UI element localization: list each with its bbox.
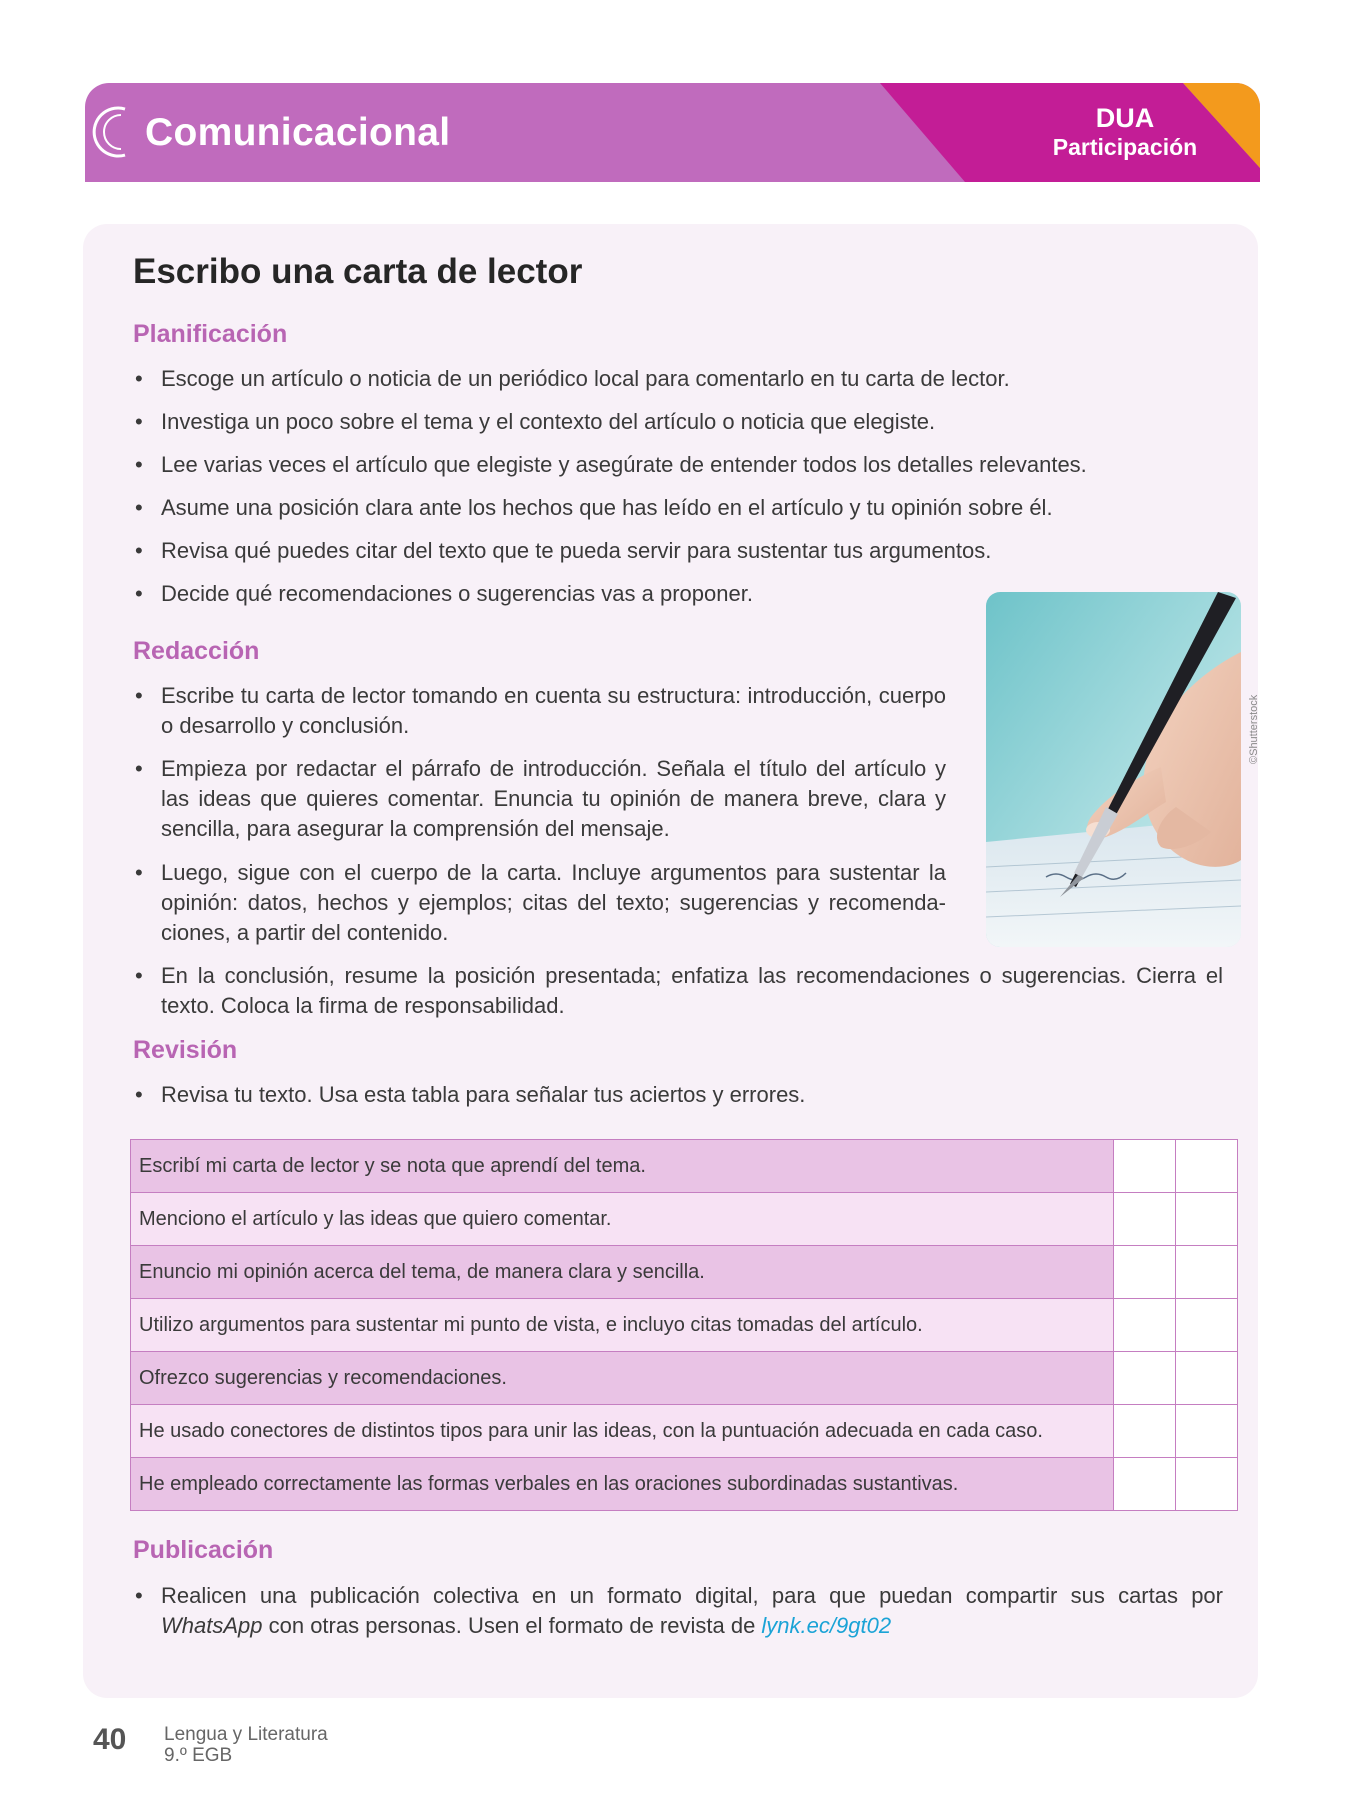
table-row — [131, 1193, 1238, 1246]
check-cell-yes[interactable] — [1114, 1246, 1176, 1299]
check-cell-no[interactable] — [1176, 1299, 1238, 1352]
check-cell-yes[interactable] — [1114, 1405, 1176, 1458]
check-cell-yes[interactable] — [1114, 1193, 1176, 1246]
dua-subtitle: Participación — [1052, 134, 1198, 160]
revision-checklist-table — [130, 1139, 1238, 1511]
list-item-text: Escribe tu carta de lector tomando en cuenta su estructura: introducción, cuerpo o desarrollo y conclusión. — [161, 683, 946, 738]
criterion-cell: Ofrezco sugerencias y recomendaciones. — [131, 1352, 1114, 1405]
heading-publicacion: Publicación — [133, 1536, 274, 1564]
subject-name: Lengua y Literatura — [164, 1724, 328, 1745]
list-item-text: Revisa qué puedes citar del texto que te pueda servir para sustentar tus argumentos. — [161, 538, 992, 563]
list-item-text: Empieza por redactar el párrafo de introducción. Señala el título del artículo y las ideas que quieres comentar. Enuncia tu opinión de manera breve, clara y sencilla, para asegurar la comprensión del mensaje. — [161, 756, 946, 841]
check-cell-no[interactable] — [1176, 1458, 1238, 1511]
check-cell-yes[interactable] — [1114, 1140, 1176, 1193]
list-item-text: Decide qué recomendaciones o sugerencias vas a proponer. — [161, 581, 753, 606]
criterion-cell: He empleado correctamente las formas verbales en las oraciones subordinadas sustantivas. — [131, 1458, 1114, 1511]
list-item: • Escribe tu carta de lector tomando en cuenta su estructura: introducción, cuerpo o desarrollo y conclusión. — [135, 683, 946, 738]
check-cell-yes[interactable] — [1114, 1299, 1176, 1352]
list-item-text: Investiga un poco sobre el tema y el contexto del artículo o noticia que elegiste. — [161, 409, 936, 434]
list-item: • Decide qué recomendaciones o sugerencias vas a proponer. — [135, 581, 753, 606]
table-row — [131, 1246, 1238, 1299]
list-item-text: Escoge un artículo o noticia de un periódico local para comentarlo en tu carta de lector. — [161, 366, 1010, 391]
dua-title: DUA — [1095, 103, 1155, 133]
criterion-cell: Enuncio mi opinión acerca del tema, de manera clara y sencilla. — [131, 1246, 1114, 1299]
section-area-title: Comunicacional — [145, 111, 451, 154]
comunicacional-c-icon — [85, 97, 135, 167]
check-cell-no[interactable] — [1176, 1246, 1238, 1299]
list-item-text: Luego, sigue con el cuerpo de la carta. Incluye argumentos para sustentar la opinión: datos, hechos y ejemplos; citas del texto; sugerencias y recomendaciones, a partir del contenido. — [161, 860, 946, 945]
list-item: • Escoge un artículo o noticia de un periódico local para comentarlo en tu carta de lector. — [135, 366, 1010, 391]
criterion-cell: Menciono el artículo y las ideas que quiero comentar. — [131, 1193, 1114, 1246]
list-item: • Lee varias veces el artículo que elegiste y asegúrate de entender todos los detalles relevantes. — [135, 452, 1087, 477]
list-item: • Empieza por redactar el párrafo de introducción. Señala el título del artículo y las ideas que quieres comentar. Enuncia tu opinión de manera breve, clara y sencilla, para asegurar la comprensión del mensaje. — [135, 756, 946, 841]
list-item-text: Realicen una publicación colectiva en un formato digital, para que puedan compartir sus cartas por — [161, 1583, 1223, 1608]
list-item-text: Asume una posición clara ante los hechos que has leído en el artículo y tu opinión sobre él. — [161, 495, 1053, 520]
dua-badge — [1025, 103, 1225, 161]
check-cell-no[interactable] — [1176, 1140, 1238, 1193]
list-item-text: Revisa tu texto. Usa esta tabla para señalar tus aciertos y errores. — [161, 1082, 806, 1107]
table-row — [131, 1405, 1238, 1458]
resource-link[interactable]: lynk.ec/9gt02 — [761, 1613, 892, 1638]
check-cell-yes[interactable] — [1114, 1458, 1176, 1511]
list-item: • En la conclusión, resume la posición presentada; enfatiza las recomendaciones o sugerencias. Cierra el texto. Coloca la firma de responsabilidad. — [135, 963, 1223, 1018]
check-cell-no[interactable] — [1176, 1405, 1238, 1458]
criterion-cell: He usado conectores de distintos tipos para unir las ideas, con la puntuación adecuada en cada caso. — [131, 1405, 1114, 1458]
list-item: • Revisa qué puedes citar del texto que te pueda servir para sustentar tus argumentos. — [135, 538, 992, 563]
criterion-cell: Utilizo argumentos para sustentar mi punto de vista, e incluyo citas tomadas del artículo. — [131, 1299, 1114, 1352]
content-card — [83, 224, 1258, 1698]
table-row — [131, 1299, 1238, 1352]
page-title: Escribo una carta de lector — [133, 252, 583, 291]
list-item-text: con otras personas. Usen el formato de revista de — [262, 1613, 762, 1638]
check-cell-no[interactable] — [1176, 1352, 1238, 1405]
list-item: • Revisa tu texto. Usa esta tabla para señalar tus aciertos y errores. — [135, 1082, 806, 1107]
list-item: • Luego, sigue con el cuerpo de la carta. Incluye argumentos para sustentar la opinión: datos, hechos y ejemplos; citas del texto; sugerencias y recomendaciones, a partir del contenido. — [135, 860, 946, 945]
list-item-text: En la conclusión, resume la posición presentada; enfatiza las recomendaciones o sugerencias. Cierra el texto. Coloca la firma de responsabilidad. — [161, 963, 1223, 1018]
list-item-text: Lee varias veces el artículo que elegiste y asegúrate de entender todos los detalles relevantes. — [161, 452, 1087, 477]
image-credit-text: ©Shutterstock — [1248, 694, 1260, 764]
list-item: • Investiga un poco sobre el tema y el contexto del artículo o noticia que elegiste. — [135, 409, 936, 434]
check-cell-yes[interactable] — [1114, 1352, 1176, 1405]
heading-redaccion: Redacción — [133, 637, 260, 665]
page-number: 40 — [93, 1723, 127, 1756]
table-row — [131, 1458, 1238, 1511]
image-credit — [1248, 664, 1268, 774]
list-item: • Asume una posición clara ante los hechos que has leído en el artículo y tu opinión sobre él. — [135, 495, 1053, 520]
table-row — [131, 1352, 1238, 1405]
criterion-cell: Escribí mi carta de lector y se nota que aprendí del tema. — [131, 1140, 1114, 1193]
grade-level: 9.º EGB — [164, 1745, 233, 1766]
app-name: WhatsApp — [161, 1613, 263, 1638]
list-item: • Realicen una publicación colectiva en un formato digital, para que puedan compartir sus cartas por WhatsApp con otras personas. Usen el formato de revista de lynk.ec/9gt02 — [135, 1583, 1223, 1638]
heading-revision: Revisión — [133, 1036, 238, 1064]
writing-hand-photo — [986, 592, 1241, 947]
check-cell-no[interactable] — [1176, 1193, 1238, 1246]
footer-subject — [164, 1724, 328, 1766]
heading-planificacion: Planificación — [133, 320, 288, 348]
header-banner — [85, 83, 1260, 182]
table-row — [131, 1140, 1238, 1193]
